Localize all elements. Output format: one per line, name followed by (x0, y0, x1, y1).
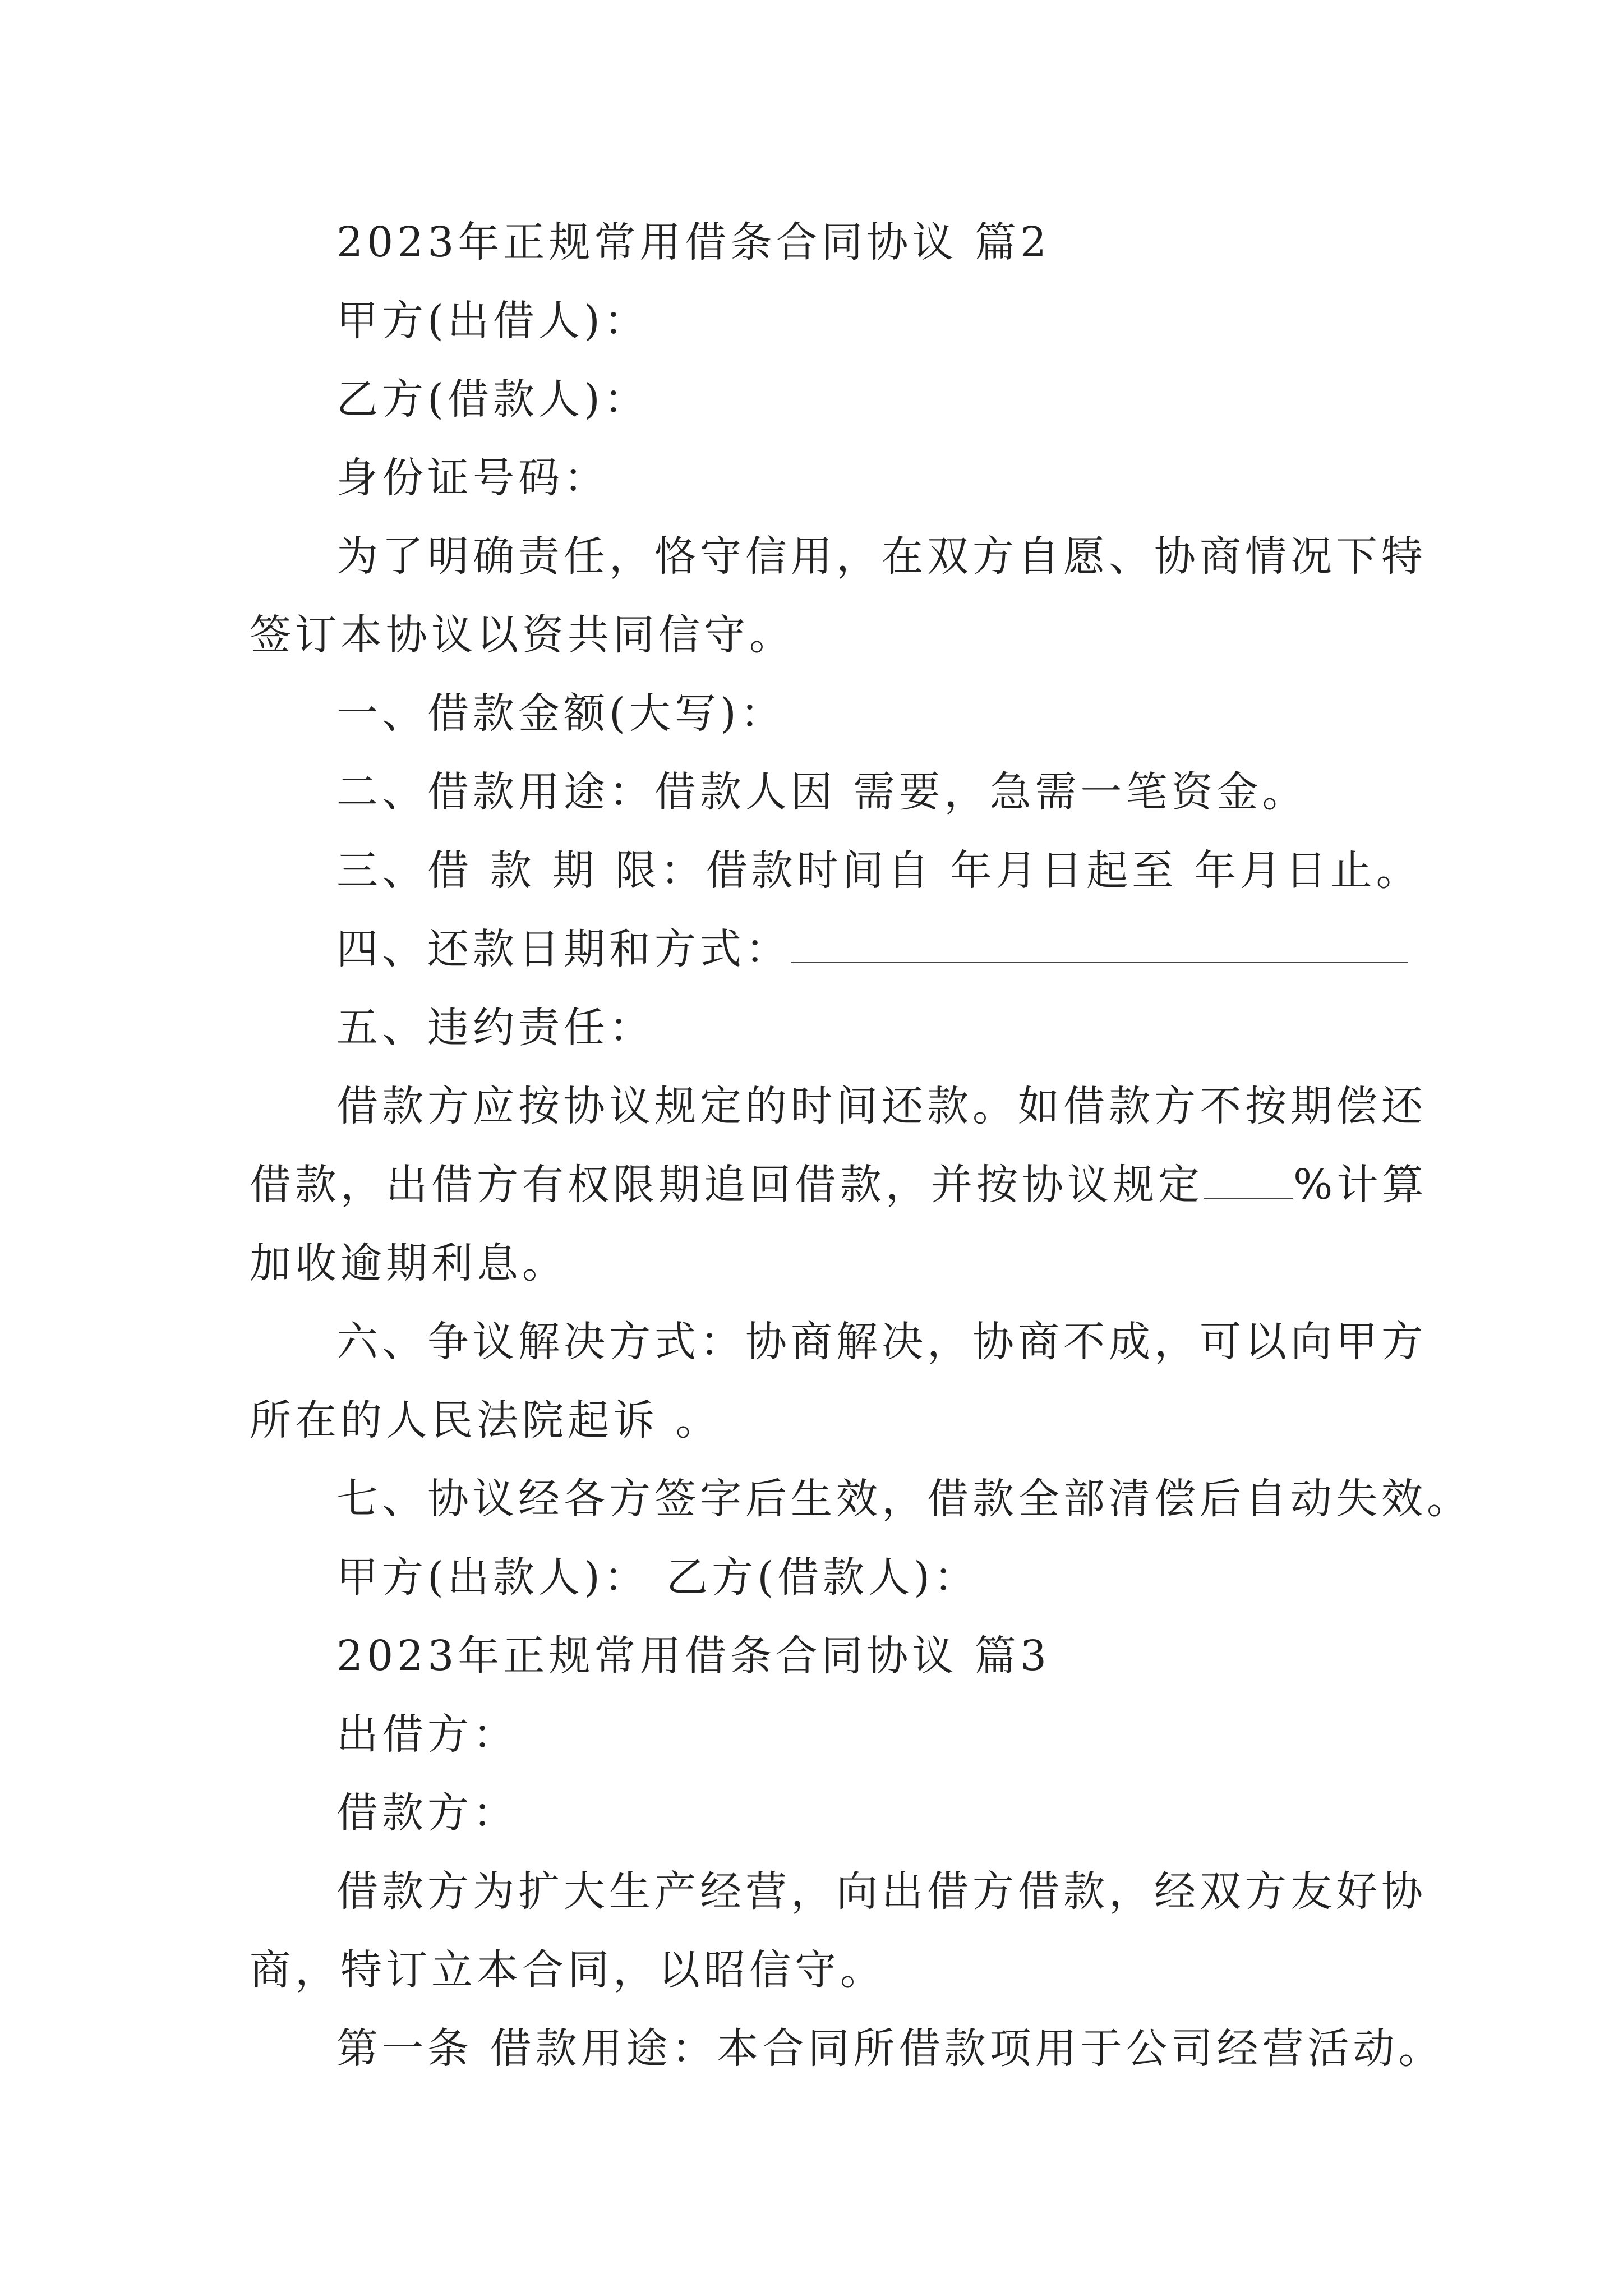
clause-6-dispute: 六、争议解决方式：协商解决，协商不成，可以向甲方 (336, 1318, 1427, 1366)
party-b-borrower: 乙方(借款人)： (336, 375, 649, 424)
clause-3-term: 三、借 款 期 限：借款时间自 年月日起至 年月日止。 (336, 846, 1422, 895)
clause-4-repayment (336, 921, 1408, 977)
clause-1-amount: 一、借款金额(大写)： (336, 689, 786, 738)
lender-field: 出借方： (336, 1710, 518, 1759)
party-a-lender: 甲方(出借人)： (336, 297, 649, 345)
liability-line-2-text: 借款，出借方有权限期追回借款，并按协议规定 (250, 1161, 1204, 1209)
liability-line-2 (250, 1157, 1427, 1213)
repayment-blank (791, 928, 1408, 963)
borrower-field: 借款方： (336, 1789, 518, 1837)
preamble-3-line-2: 商，特订立本合同，以昭信守。 (250, 1946, 886, 1994)
section-heading-3: 2023年正规常用借条合同协议 篇3 (336, 1632, 1050, 1680)
liability-line-1: 借款方应按协议规定的时间还款。如借款方不按期偿还 (336, 1082, 1427, 1130)
clause-2-purpose: 二、借款用途：借款人因 需要，急需一笔资金。 (336, 768, 1308, 816)
rate-blank (1204, 1164, 1293, 1199)
liability-rate-suffix: %计算 (1293, 1161, 1428, 1209)
dispute-line-2: 所在的人民法院起诉 。 (250, 1396, 721, 1444)
article-1-purpose: 第一条 借款用途：本合同所借款项用于公司经营活动。 (336, 2024, 1444, 2073)
id-number: 身份证号码： (336, 454, 609, 502)
clause-4-label: 四、还款日期和方式： (336, 925, 791, 973)
preamble-line-2: 签订本协议以资共同信守。 (250, 611, 795, 659)
signature-line: 甲方(出款人)： 乙方(借款人)： (336, 1553, 980, 1602)
preamble-3-line-1: 借款方为扩大生产经营，向出借方借款，经双方友好协 (336, 1867, 1427, 1916)
clause-5-liability: 五、违约责任： (336, 1004, 654, 1052)
liability-line-3: 加收逾期利息。 (250, 1239, 568, 1287)
clause-7-effect: 七、协议经各方签字后生效，借款全部清偿后自动失效。 (336, 1475, 1472, 1523)
section-heading-2: 2023年正规常用借条合同协议 篇2 (336, 218, 1050, 266)
preamble-line-1: 为了明确责任，恪守信用，在双方自愿、协商情况下特 (336, 532, 1427, 581)
